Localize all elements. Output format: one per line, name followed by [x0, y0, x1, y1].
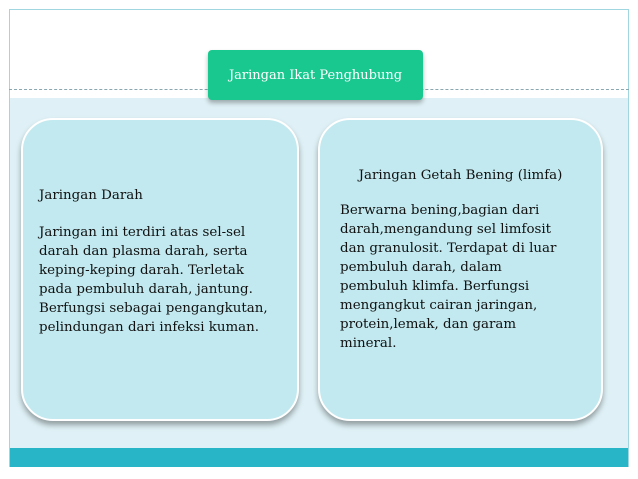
card-jaringan-getah-bening [318, 118, 603, 421]
card-body-line: darah,mengandung sel limfosit [340, 222, 552, 237]
slide-right-border [628, 9, 629, 467]
slide-top-border [9, 9, 629, 10]
bottom-accent-band [10, 448, 628, 467]
card-body [340, 201, 587, 353]
card-body-line: mengangkut cairan jaringan, [340, 298, 538, 313]
card-title: Jaringan Darah [39, 188, 143, 203]
card-body-line: mineral. [340, 336, 397, 351]
card-body-line: pembuluh klimfa. Berfungsi [340, 279, 530, 294]
card-body-line: pembuluh darah, dalam [340, 260, 502, 275]
card-body-line: Berwarna bening,bagian dari [340, 203, 540, 218]
card-jaringan-darah [21, 118, 299, 421]
card-body-line: dan granulosit. Terdapat di luar [340, 241, 557, 256]
card-body-line: keping-keping darah. Terletak [39, 263, 244, 278]
card-title: Jaringan Getah Bening (limfa) [358, 168, 563, 183]
card-body-line: pelindungan dari infeksi kuman. [39, 320, 260, 335]
card-body-line: Berfungsi sebagai pengangkutan, [39, 301, 268, 316]
card-body-line: pada pembuluh darah, jantung. [39, 282, 253, 297]
card-body [39, 223, 283, 337]
diagram-header-title: Jaringan Ikat Penghubung [228, 67, 403, 83]
card-body-line: protein,lemak, dan garam [340, 317, 517, 332]
diagram-header-box [208, 50, 423, 100]
card-body-line: Jaringan ini terdiri atas sel-sel [39, 225, 246, 240]
card-body-line: darah dan plasma darah, serta [39, 244, 248, 259]
